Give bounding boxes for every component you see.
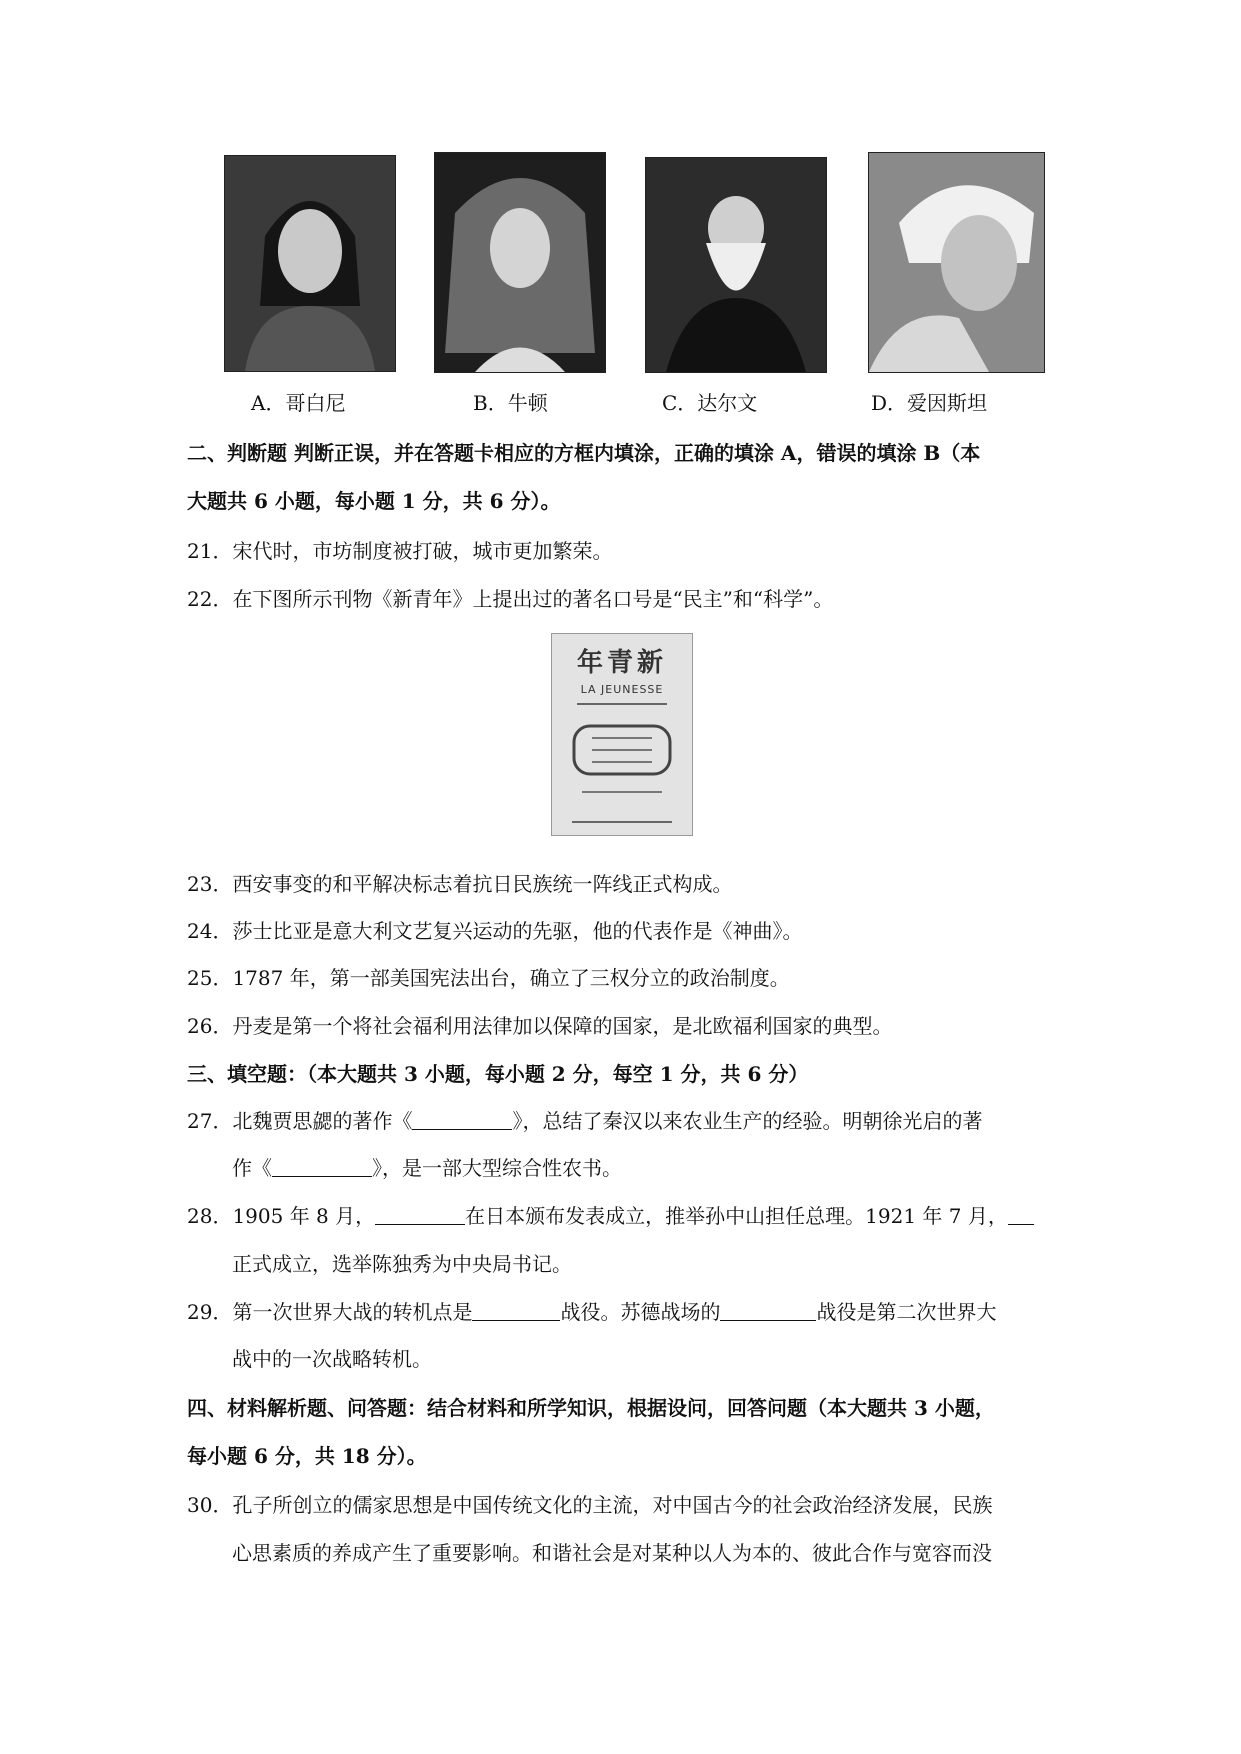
question-28-line1 <box>187 1200 1034 1229</box>
caption-darwin: C．达尔文 <box>662 391 758 415</box>
portrait-einstein <box>868 152 1045 373</box>
question-21: 21．宋代时，市坊制度被打破，城市更加繁荣。 <box>187 539 613 563</box>
question-23: 23．西安事变的和平解决标志着抗日民族统一阵线正式构成。 <box>187 872 733 896</box>
q29-blank-1[interactable] <box>472 1302 560 1321</box>
portrait-einstein-icon <box>869 153 1044 372</box>
q27-text-b: 》，总结了秦汉以来农业生产的经验。明朝徐光启的著 <box>512 1109 983 1133</box>
portrait-newton-icon <box>435 153 605 372</box>
magazine-cover-image <box>551 633 693 836</box>
portrait-newton <box>434 152 606 373</box>
question-30-line1: 30．孔子所创立的儒家思想是中国传统文化的主流，对中国古今的社会政治经济发展，民族 <box>187 1493 993 1517</box>
q28-text-a: 28．1905 年 8 月， <box>187 1204 376 1228</box>
q27-blank-2[interactable] <box>272 1158 372 1177</box>
section2-heading-line2: 大题共 6 小题，每小题 1 分，共 6 分）。 <box>187 489 561 513</box>
question-29-line2: 战中的一次战略转机。 <box>232 1347 432 1371</box>
q27-text-c: 作《 <box>232 1156 272 1180</box>
question-25: 25．1787 年，第一部美国宪法出台，确立了三权分立的政治制度。 <box>187 966 790 990</box>
section4-heading-line1: 四、材料解析题、问答题：结合材料和所学知识，根据设问，回答问题（本大题共 3 小题， <box>187 1396 995 1420</box>
q28-blank-1[interactable] <box>375 1206 465 1225</box>
q28-blank-2[interactable] <box>1008 1206 1034 1225</box>
q29-blank-2[interactable] <box>720 1302 816 1321</box>
q29-text-a: 29．第一次世界大战的转机点是 <box>187 1300 473 1324</box>
portrait-copernicus-icon <box>225 156 395 371</box>
question-22: 22．在下图所示刊物《新青年》上提出过的著名口号是“民主”和“科学”。 <box>187 587 834 611</box>
question-24: 24．莎士比亚是意大利文艺复兴运动的先驱，他的代表作是《神曲》。 <box>187 919 803 943</box>
q27-text-a: 27．北魏贾思勰的著作《 <box>187 1109 413 1133</box>
section3-heading: 三、填空题：（本大题共 3 小题，每小题 2 分，每空 1 分，共 6 分） <box>187 1062 809 1086</box>
q29-text-b: 战役。苏德战场的 <box>560 1300 721 1324</box>
portrait-darwin <box>645 157 827 373</box>
q27-blank-1[interactable] <box>412 1111 512 1130</box>
magazine-subtitle: LA JEUNESSE <box>580 683 664 696</box>
magazine-title: 年青新 <box>576 648 667 678</box>
q27-text-d: 》，是一部大型综合性农书。 <box>372 1156 622 1180</box>
caption-copernicus: A．哥白尼 <box>251 391 346 415</box>
question-30-line2: 心思素质的养成产生了重要影响。和谐社会是对某种以人为本的、彼此合作与宽容而没 <box>232 1541 992 1565</box>
section2-heading-line1: 二、判断题 判断正误，并在答题卡相应的方框内填涂，正确的填涂 A，错误的填涂 B（本 <box>187 441 981 465</box>
portrait-darwin-icon <box>646 158 826 372</box>
q28-text-b: 在日本颁布发表成立，推举孙中山担任总理。1921 年 7 月， <box>465 1204 1008 1228</box>
q29-text-c: 战役是第二次世界大 <box>816 1300 997 1324</box>
question-28-line2: 正式成立，选举陈独秀为中央局书记。 <box>232 1252 572 1276</box>
question-27-line1 <box>187 1105 982 1134</box>
magazine-emblem-icon <box>552 696 692 836</box>
caption-einstein: D．爱因斯坦 <box>871 391 988 415</box>
question-27-line2 <box>232 1152 622 1181</box>
section4-heading-line2: 每小题 6 分，共 18 分）。 <box>187 1444 427 1468</box>
question-29-line1 <box>187 1296 996 1325</box>
caption-newton: B．牛顿 <box>473 391 548 415</box>
portrait-copernicus <box>224 155 396 372</box>
question-26: 26．丹麦是第一个将社会福利用法律加以保障的国家，是北欧福利国家的典型。 <box>187 1014 893 1038</box>
